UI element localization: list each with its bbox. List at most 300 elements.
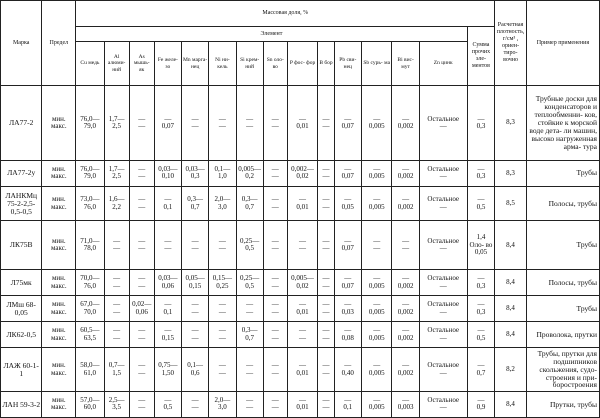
value-text: 0,5	[163, 403, 173, 412]
value-text: 0,02—	[132, 300, 152, 309]
grade-cell	[1, 270, 42, 296]
value-cell	[209, 86, 236, 161]
value-cell	[129, 322, 154, 348]
value-cell	[318, 348, 334, 392]
limit-cell	[42, 348, 76, 392]
value-cell	[236, 86, 263, 161]
value-text: —	[439, 244, 447, 253]
value-text: —	[246, 114, 254, 123]
value-text: 70,0	[83, 307, 97, 316]
value-text: —	[191, 121, 199, 130]
value-text: —	[138, 403, 146, 412]
value-text: 79,0	[83, 121, 97, 130]
value-text: 0,1	[163, 307, 173, 316]
value-text: —	[271, 396, 279, 405]
value-cell	[287, 186, 318, 220]
value-cell	[361, 186, 392, 220]
grade-label: ЛАЖ 60-1-1	[3, 360, 39, 378]
value-text: 0,1	[163, 202, 173, 211]
value-text: 0,002—	[291, 165, 314, 174]
value-text: —	[373, 195, 381, 204]
value-text: 0,03—	[158, 274, 178, 283]
value-text: —	[218, 333, 226, 342]
value-text: 0,75—	[158, 361, 178, 370]
sum-text: Оло- во 0,05	[469, 240, 493, 256]
value-text: 0,1—	[187, 361, 203, 370]
value-cell	[263, 348, 287, 392]
value-cell	[104, 186, 129, 220]
value-cell	[76, 270, 104, 296]
value-cell	[334, 296, 361, 322]
value-text: —	[113, 281, 121, 290]
value-cell	[236, 348, 263, 392]
value-text: —	[344, 326, 352, 335]
value-text: 0,02	[296, 281, 309, 290]
value-text: 0,5	[245, 281, 255, 290]
value-cell	[318, 86, 334, 161]
value-text: —	[191, 396, 199, 405]
value-cell	[104, 160, 129, 186]
value-text: Остальное	[427, 274, 460, 283]
value-cell	[236, 322, 263, 348]
density-cell: 8,4	[495, 391, 527, 417]
value-text: 0,25—	[240, 274, 260, 283]
value-text: —	[138, 396, 146, 405]
sum-text: 1,4	[476, 233, 486, 242]
element-label: P фос- фор	[289, 60, 316, 67]
value-text: —	[322, 281, 330, 290]
value-text: —	[344, 396, 352, 405]
value-cell	[419, 322, 467, 348]
value-text: —	[138, 274, 146, 283]
header-sum-other: Сумма прочих эле- ментов	[467, 27, 495, 86]
value-text: 0,07	[341, 172, 354, 181]
grade-label: Л75мк	[10, 277, 32, 287]
value-text: —	[322, 236, 330, 245]
value-text: 1,50	[161, 368, 174, 377]
value-cell	[76, 221, 104, 270]
value-text: —	[344, 114, 352, 123]
value-text: —	[439, 368, 447, 377]
value-text: Остальное	[427, 326, 460, 335]
header-element: Элемент	[76, 27, 467, 42]
value-text: —	[218, 244, 226, 253]
value-cell	[182, 186, 209, 220]
application-text: Полосы, трубы	[548, 277, 597, 287]
value-cell	[182, 348, 209, 392]
value-text: —	[191, 236, 199, 245]
value-cell	[361, 160, 392, 186]
value-text: —	[138, 121, 146, 130]
value-cell	[419, 86, 467, 161]
value-text: —	[439, 403, 447, 412]
value-text: —	[271, 333, 279, 342]
value-text: —	[373, 236, 381, 245]
value-text: —	[113, 274, 121, 283]
sum-cell	[467, 391, 495, 417]
value-text: —	[164, 236, 172, 245]
value-text: —	[322, 368, 330, 377]
limit-label: мин.	[52, 326, 66, 335]
value-text: —	[246, 121, 254, 130]
value-cell	[334, 270, 361, 296]
value-text: 0,002	[397, 333, 414, 342]
value-text: 1,7—	[108, 114, 125, 123]
density-cell: 8,3	[495, 86, 527, 161]
value-text: 1,7—	[108, 165, 125, 174]
value-text: 67,0—	[80, 300, 100, 309]
sum-cell	[467, 186, 495, 220]
value-cell	[392, 391, 419, 417]
value-text: Остальное	[427, 195, 460, 204]
value-cell	[104, 391, 129, 417]
value-text: —	[271, 307, 279, 316]
limit-label: макс.	[51, 403, 67, 412]
limit-cell	[42, 186, 76, 220]
element-label: As мышь- як	[133, 54, 150, 73]
value-text: 2,5—	[108, 396, 125, 405]
value-cell	[236, 270, 263, 296]
value-text: 76,0	[83, 281, 97, 290]
value-text: —	[191, 114, 199, 123]
value-text: 0,1	[343, 403, 353, 412]
value-text: —	[402, 274, 410, 283]
value-text: —	[322, 326, 330, 335]
sum-text: —	[477, 300, 485, 309]
value-text: —	[322, 114, 330, 123]
grade-cell	[1, 296, 42, 322]
value-text: —	[299, 333, 307, 342]
header-element-6	[236, 42, 263, 86]
value-cell	[334, 186, 361, 220]
value-text: —	[439, 333, 447, 342]
value-text: 0,7	[190, 202, 200, 211]
value-text: —	[344, 300, 352, 309]
value-text: Остальное	[427, 165, 460, 174]
limit-label: макс.	[51, 244, 67, 253]
element-label: Al алюми- ний	[107, 54, 126, 73]
application-cell	[526, 348, 599, 392]
sum-cell	[467, 296, 495, 322]
density-cell: 8,3	[495, 160, 527, 186]
value-text: —	[246, 403, 254, 412]
value-text: 0,25	[216, 281, 229, 290]
value-cell	[209, 348, 236, 392]
sum-text: —	[477, 326, 485, 335]
value-text: —	[271, 202, 279, 211]
value-cell	[76, 186, 104, 220]
value-cell	[209, 186, 236, 220]
value-text: Остальное	[427, 361, 460, 370]
value-cell	[76, 348, 104, 392]
value-cell	[318, 160, 334, 186]
value-cell	[76, 296, 104, 322]
value-cell	[361, 296, 392, 322]
value-cell	[392, 160, 419, 186]
value-text: 60,0	[83, 403, 97, 412]
value-text: —	[299, 236, 307, 245]
value-text: 60,5—	[80, 326, 100, 335]
limit-label: макс.	[51, 121, 67, 130]
application-cell	[526, 86, 599, 161]
value-cell	[419, 391, 467, 417]
value-text: —	[138, 361, 146, 370]
value-cell	[182, 270, 209, 296]
value-text: 1,6—	[108, 195, 125, 204]
value-text: —	[402, 236, 410, 245]
value-text: —	[402, 300, 410, 309]
value-text: 0,002	[397, 307, 414, 316]
application-text: Полосы, трубы	[548, 198, 597, 208]
value-text: —	[113, 244, 121, 253]
limit-label: макс.	[51, 307, 67, 316]
value-cell	[392, 348, 419, 392]
value-text: 76,0—	[80, 165, 100, 174]
value-cell	[318, 270, 334, 296]
value-text: 0,15	[189, 281, 202, 290]
value-text: —	[191, 403, 199, 412]
value-text: —	[138, 172, 146, 181]
grade-cell	[1, 391, 42, 417]
sum-cell	[467, 221, 495, 270]
sum-text: 0,3	[476, 172, 486, 181]
application-text: Трубы, прутки для подшипников скольжения, судо- строения и при- боростроения	[537, 348, 597, 390]
application-text: Трубные доски для конденсаторов и теплообменни- ков, стойкие к морской воде дета- ли машин, высоко нагруженная арма- тура	[529, 94, 597, 151]
value-text: 0,15	[161, 333, 174, 342]
limit-cell	[42, 221, 76, 270]
sum-text: —	[477, 165, 485, 174]
value-text: —	[246, 396, 254, 405]
value-text: —	[191, 244, 199, 253]
value-cell	[419, 348, 467, 392]
limit-label: мин.	[52, 300, 66, 309]
value-text: —	[246, 300, 254, 309]
value-cell	[334, 86, 361, 161]
value-cell	[154, 86, 181, 161]
value-text: —	[299, 300, 307, 309]
value-cell	[318, 296, 334, 322]
value-text: 0,005	[368, 202, 385, 211]
value-text: —	[344, 361, 352, 370]
header-application: Пример применения	[526, 1, 599, 86]
value-text: —	[344, 236, 352, 245]
value-cell	[287, 160, 318, 186]
value-cell	[129, 160, 154, 186]
application-text: Трубы	[576, 303, 597, 313]
value-cell	[361, 221, 392, 270]
value-text: 2,2	[112, 202, 121, 211]
value-cell	[182, 86, 209, 161]
value-text: —	[191, 333, 199, 342]
application-cell	[526, 391, 599, 417]
value-cell	[129, 391, 154, 417]
value-text: —	[344, 165, 352, 174]
value-cell	[209, 391, 236, 417]
value-text: 0,05	[341, 202, 354, 211]
limit-label: мин.	[52, 165, 66, 174]
grade-label: ЛАНКМц 75-2-2,5- 0,5-0,5	[5, 190, 38, 216]
application-text: Прутки, трубы	[549, 399, 597, 409]
value-text: Остальное	[427, 396, 460, 405]
value-text: —	[322, 396, 330, 405]
value-text: 0,03—	[158, 165, 178, 174]
sum-text: 0,3	[476, 307, 486, 316]
value-cell	[154, 186, 181, 220]
value-text: —	[271, 300, 279, 309]
value-text: 0,2	[245, 172, 255, 181]
value-cell	[236, 221, 263, 270]
value-text: 0,07	[341, 244, 354, 253]
value-cell	[104, 270, 129, 296]
value-text: —	[218, 307, 226, 316]
table-row	[1, 86, 600, 161]
value-text: 70,0—	[80, 274, 100, 283]
header-element-4	[182, 42, 209, 86]
value-cell	[154, 391, 181, 417]
grade-label: ЛА77-2у	[7, 168, 36, 178]
value-text: —	[322, 307, 330, 316]
sum-cell	[467, 270, 495, 296]
table-row	[1, 322, 600, 348]
sum-text: —	[477, 114, 485, 123]
header-element-12	[392, 42, 419, 86]
value-text: 0,01	[296, 403, 309, 412]
value-cell	[287, 270, 318, 296]
value-text: 0,05—	[185, 274, 205, 283]
value-cell	[182, 322, 209, 348]
application-text: Трубы	[576, 168, 597, 178]
sum-cell	[467, 348, 495, 392]
element-label: Ni ни- кель	[215, 57, 230, 70]
sum-text: 0,5	[476, 333, 486, 342]
value-cell	[419, 160, 467, 186]
value-text: —	[218, 326, 226, 335]
value-cell	[419, 270, 467, 296]
value-text: —	[138, 165, 146, 174]
value-cell	[154, 160, 181, 186]
value-text: —	[218, 300, 226, 309]
value-text: —	[218, 236, 226, 245]
value-text: —	[246, 361, 254, 370]
value-text: —	[322, 202, 330, 211]
value-text: —	[402, 396, 410, 405]
value-cell	[263, 391, 287, 417]
value-cell	[154, 270, 181, 296]
value-text: —	[402, 165, 410, 174]
value-cell	[392, 86, 419, 161]
application-text: Трубы	[576, 240, 597, 250]
value-text: —	[299, 114, 307, 123]
element-label: Zn цинк	[433, 60, 453, 67]
value-text: 0,03—	[185, 165, 205, 174]
limit-label: макс.	[51, 333, 67, 342]
value-cell	[263, 86, 287, 161]
grade-cell	[1, 221, 42, 270]
element-label: Sn оло- во	[266, 57, 284, 70]
value-text: —	[271, 114, 279, 123]
value-text: —	[271, 403, 279, 412]
limit-cell	[42, 86, 76, 161]
value-cell	[209, 296, 236, 322]
value-cell	[318, 221, 334, 270]
value-cell	[361, 391, 392, 417]
value-text: —	[271, 361, 279, 370]
value-cell	[154, 322, 181, 348]
value-cell	[129, 270, 154, 296]
value-text: —	[373, 300, 381, 309]
header-element-3	[154, 42, 181, 86]
value-text: 2,5	[112, 172, 121, 181]
sum-text: 0,3	[476, 281, 486, 290]
limit-cell	[42, 296, 76, 322]
value-text: 3,0	[218, 202, 227, 211]
value-cell	[361, 322, 392, 348]
value-text: 0,005	[368, 121, 385, 130]
value-text: 0,6	[190, 368, 200, 377]
value-text: 2,0—	[214, 396, 231, 405]
value-cell	[361, 270, 392, 296]
header-element-2	[129, 42, 154, 86]
value-text: 0,10	[161, 172, 174, 181]
sum-text: 0,7	[476, 368, 486, 377]
value-cell	[361, 348, 392, 392]
value-text: —	[138, 333, 146, 342]
value-text: —	[322, 274, 330, 283]
value-text: —	[271, 236, 279, 245]
value-text: —	[402, 326, 410, 335]
application-cell	[526, 296, 599, 322]
value-cell	[209, 221, 236, 270]
value-text: —	[113, 307, 121, 316]
value-text: 73,0—	[80, 195, 100, 204]
sum-text: —	[477, 396, 485, 405]
value-text: 63,5	[83, 333, 97, 342]
value-text: 0,3—	[187, 195, 203, 204]
element-label: Si крем- ний	[240, 57, 260, 70]
value-text: —	[138, 114, 146, 123]
header-element-11	[361, 42, 392, 86]
value-text: 0,40	[341, 368, 354, 377]
value-text: 3,0	[218, 403, 227, 412]
value-cell	[104, 296, 129, 322]
density-cell: 8,4	[495, 221, 527, 270]
value-cell	[154, 296, 181, 322]
value-text: —	[322, 300, 330, 309]
value-text: 0,06	[161, 281, 174, 290]
application-text: Проволока, прутки	[536, 329, 597, 339]
value-cell	[392, 296, 419, 322]
value-text: 0,01	[296, 307, 309, 316]
value-text: 0,07	[341, 121, 354, 130]
value-text: —	[138, 368, 146, 377]
value-text: 0,08	[341, 333, 354, 342]
header-density: Расчетная плотность, г/см³ , ориен- тиро- вочно	[495, 1, 527, 86]
value-text: —	[373, 165, 381, 174]
value-text: —	[402, 244, 410, 253]
value-text: —	[322, 333, 330, 342]
value-text: 1,0	[218, 172, 227, 181]
value-text: —	[271, 326, 279, 335]
value-cell	[209, 270, 236, 296]
value-text: —	[191, 300, 199, 309]
value-text: —	[373, 326, 381, 335]
value-text: —	[113, 236, 121, 245]
element-label: Pb сви- нец	[339, 57, 357, 70]
value-cell	[318, 322, 334, 348]
value-text: Остальное	[427, 114, 460, 123]
value-text: —	[164, 244, 172, 253]
limit-label: мин.	[52, 361, 66, 370]
